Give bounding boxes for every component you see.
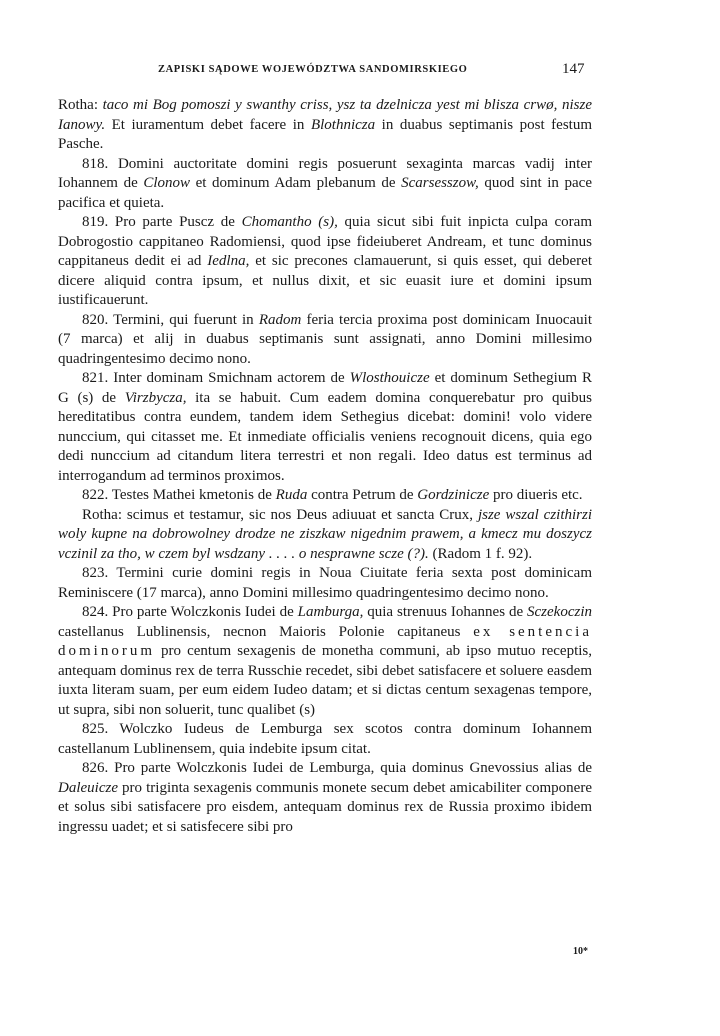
spaced-text: ex sentencia dominorum: [58, 623, 592, 659]
italic-text: Chomantho (s),: [241, 214, 338, 230]
entry-paragraph: [58, 369, 592, 486]
text-run: 826. Pro parte Wolczkonis Iudei de Lemburga, quia dominus Gnevossius alias de: [82, 760, 592, 776]
text-run: et dominum Adam plebanum de: [190, 175, 402, 191]
italic-text: Radom: [258, 311, 302, 328]
text-run: contra Petrum de: [307, 487, 418, 503]
italic-text: Wlosthouicze: [349, 370, 430, 386]
entry-paragraph: [58, 486, 592, 506]
text-run: Et iuramentum debet facere in: [105, 116, 311, 133]
italic-text: Scarsesszow,: [401, 175, 479, 191]
text-run: Rotha: scimus et testamur, sic nos Deus adiuuat et sancta Crux,: [82, 506, 478, 523]
italic-text: jsze wszal czithirzi woly kupne na dobrowolney drodze ne ziszkaw nigednim prawem, a kmecz mu doszycz vczinil za tho, w czem byl wsdzany . . . . o nesprawne scze (?).: [58, 506, 592, 562]
entry-paragraph: [58, 311, 592, 370]
page-number: 147: [562, 61, 585, 77]
italic-text: Iedlna,: [207, 253, 250, 269]
text-run: et dominum Sethegium R G (s) de: [58, 370, 592, 406]
text-run: Rotha:: [58, 97, 103, 113]
text-run: pro diueris etc.: [489, 487, 583, 503]
entry-paragraph: [58, 720, 592, 759]
text-run: et sic precones clamauerunt, si quis esset, qui deberet dicere aliquid contra ipsum, et nullus dixit, et sic euasit iure et domini ipsum iustificauerunt.: [58, 253, 592, 308]
text-run: pro triginta sexagenis communis monete secum debet amicabiliter componere et solus sibi satisfacere pro eisdem, antequam dominus rex de Russia proximo ibidem ingressu uadet; et si satisfecere sibi pro: [58, 779, 592, 835]
text-run: (Radom 1 f. 92).: [428, 545, 533, 562]
entry-paragraph: [58, 564, 592, 603]
italic-text: Lamburga,: [297, 604, 364, 620]
entry-paragraph: [58, 96, 592, 155]
text-run: quia sicut sibi fuit inpicta culpa coram Dobrogostio cappitaneo Radomiensi, quod ipse fideiuberet Andream, et tunc dominus cappitaneus dedit ei ad: [58, 214, 593, 269]
text-run: ita se habuit. Cum eadem domina conquerebatur pro quibus hereditatibus contra eundem, tandem idem Sethegius dicebat: domini! volo videre nunccium, qui citasset me. Et inmediate officialis veniens recognouit dicens, quia ego dedi nunccium ad citandum litera terrestri et non regali. Ideo datus est terminus ad interrogandum ad terminos proximos.: [58, 389, 593, 484]
text-run: pro centum sexagenis de monetha communi, ab ipso mutuo receptis, antequam dominus rex de terra Russchie recedet, sibi debet satisfacere et soluere easdem iuxta literam suam, per eum eidem Iudeo datam; et si dictas centum sexagenas tempore, ut supra, sibi non soluerit, tunc qualibet (s): [58, 643, 592, 718]
italic-text: Virzbycza,: [124, 389, 187, 406]
signature-mark: 10*: [573, 946, 588, 957]
text-run: in duabus septimanis post festum Pasche.: [58, 116, 592, 152]
entry-paragraph: [58, 759, 592, 837]
entry-paragraph: [58, 155, 592, 214]
italic-text: taco mi Bog pomoszi y swanthy criss, ysz ta dzelnicza yest mi blisza crwø, nisze Ianowy.: [58, 97, 593, 133]
italic-text: Gordzinicze: [417, 487, 490, 503]
italic-text: Sczekoczin: [527, 604, 592, 620]
running-head: ZAPISKI SĄDOWE WOJEWÓDZTWA SANDOMIRSKIEGO: [158, 64, 468, 75]
text-run: 819. Pro parte Puscz de: [82, 214, 242, 230]
italic-text: Clonow: [143, 175, 191, 191]
italic-text: Daleuicze: [58, 779, 118, 796]
page-header: [0, 62, 720, 82]
text-run: 818. Domini auctoritate domini regis posuerunt sexaginta marcas vadij inter Iohannem de: [58, 155, 592, 191]
entry-paragraph: [58, 213, 592, 311]
entry-paragraph: [58, 603, 592, 720]
text-run: 821. Inter dominam Smichnam actorem de: [82, 370, 350, 386]
entry-paragraph: [58, 506, 592, 565]
body-text: [58, 96, 592, 837]
text-run: castellanus Lublinensis, necnon Maioris Polonie capitaneus: [58, 623, 474, 640]
italic-text: Blothnicza: [310, 116, 376, 133]
text-run: 823. Termini curie domini regis in Noua Ciuitate feria sexta post dominicam Reminiscere (17 marca), anno Domini millesimo quadringentesimo decimo nono.: [58, 565, 592, 601]
italic-text: Ruda: [275, 487, 308, 503]
text-run: feria tercia proxima post dominicam Inuocauit (7 marca) et alij in duabus septimanis sunt assignati, anno Domini millesimo quadringentesimo decimo nono.: [58, 311, 592, 367]
text-run: 820. Termini, qui fuerunt in: [82, 311, 259, 328]
text-run: quod sint in pace pacifica et quieta.: [58, 175, 592, 211]
text-run: 824. Pro parte Wolczkonis Iudei de: [82, 604, 298, 620]
text-run: quia strenuus Iohannes de: [363, 604, 528, 620]
text-run: 825. Wolczko Iudeus de Lemburga sex scotos contra dominum Iohannem castellanum Lublinensem, quia indebite ipsum citat.: [58, 721, 592, 757]
text-run: 822. Testes Mathei kmetonis de: [82, 487, 276, 503]
